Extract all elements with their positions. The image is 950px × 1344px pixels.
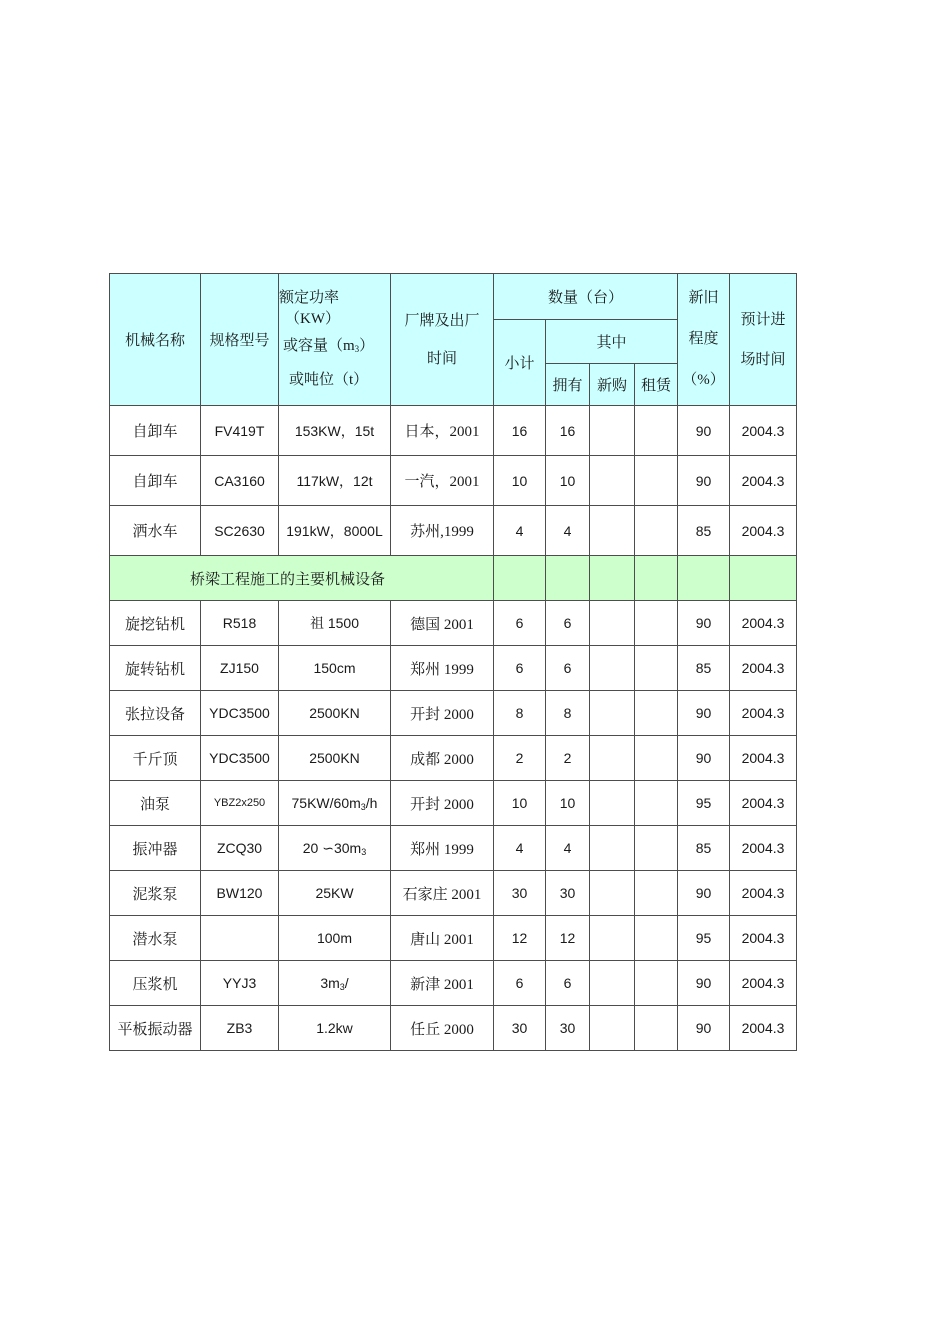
cell-new-buy (590, 1006, 635, 1051)
cell-owned: 6 (546, 601, 590, 646)
cell-brand: 一汽，2001 (391, 456, 494, 506)
cell-name: 自卸车 (110, 456, 201, 506)
table-row (110, 406, 797, 456)
cell-condition: 90 (678, 1006, 730, 1051)
cell-rent (635, 456, 678, 506)
header-brand-line1: 厂牌及出厂 (404, 312, 480, 329)
cell-new-buy (590, 456, 635, 506)
section-empty-cell (635, 556, 678, 601)
cell-power: 祖 1500 (279, 601, 391, 646)
cell-subtotal: 10 (494, 781, 546, 826)
cell-new-buy (590, 916, 635, 961)
cell-model: R518 (201, 601, 279, 646)
table-row (110, 961, 797, 1006)
cell-model: YBZ2x250 (201, 781, 279, 826)
header-owned: 拥有 (546, 364, 590, 406)
cell-brand: 日本，2001 (391, 406, 494, 456)
section-empty-cell (730, 556, 797, 601)
cell-model: YDC3500 (201, 691, 279, 736)
cell-model: ZJ150 (201, 646, 279, 691)
header-power-line1: 额定功率 (279, 290, 340, 306)
cell-new-buy (590, 406, 635, 456)
cell-condition: 90 (678, 871, 730, 916)
cell-model: YYJ3 (201, 961, 279, 1006)
cell-rent (635, 961, 678, 1006)
cell-rent (635, 406, 678, 456)
header-power-line2: （KW） (285, 311, 340, 327)
cell-brand: 成都 2000 (391, 736, 494, 781)
table-row (110, 691, 797, 736)
cell-condition: 90 (678, 406, 730, 456)
section-empty-cell (678, 556, 730, 601)
cell-owned: 16 (546, 406, 590, 456)
cell-brand: 郑州 1999 (391, 646, 494, 691)
cell-new-buy (590, 601, 635, 646)
cell-power: $75KW/60m_3/h$ (279, 781, 391, 826)
cell-brand: 新津 2001 (391, 961, 494, 1006)
cell-subtotal: 30 (494, 871, 546, 916)
cell-condition: 90 (678, 736, 730, 781)
cell-power: 2500KN (279, 691, 391, 736)
cell-power: 2500KN (279, 736, 391, 781)
table-row (110, 506, 797, 556)
cell-rent (635, 1006, 678, 1051)
header-quantity: 数量（台） (494, 274, 678, 320)
cell-power: 191kW，8000L (279, 506, 391, 556)
equipment-table (109, 273, 797, 1051)
cell-subtotal: 16 (494, 406, 546, 456)
cell-power: $3m_3/$ (279, 961, 391, 1006)
cell-subtotal: 6 (494, 961, 546, 1006)
cell-name: 泥浆泵 (110, 871, 201, 916)
cell-condition: 85 (678, 506, 730, 556)
cell-brand: 德国 2001 (391, 601, 494, 646)
cell-name: 洒水车 (110, 506, 201, 556)
cell-condition: 95 (678, 916, 730, 961)
cell-power: 25KW (279, 871, 391, 916)
cell-rent (635, 736, 678, 781)
cell-condition: 85 (678, 826, 730, 871)
header-condition-line1: 新旧 (688, 290, 719, 306)
cell-entry: 2004.3 (730, 736, 797, 781)
cell-entry: 2004.3 (730, 646, 797, 691)
cell-condition: 95 (678, 781, 730, 826)
header-model: 规格型号 (201, 274, 279, 406)
cell-entry: 2004.3 (730, 826, 797, 871)
header-power-line3: 或容量$(m_3)$ (283, 338, 375, 354)
cell-brand: 石家庄 2001 (391, 871, 494, 916)
cell-entry: 2004.3 (730, 961, 797, 1006)
header-power (279, 274, 391, 406)
header-rent: 租赁 (635, 364, 678, 406)
cell-model: SC2630 (201, 506, 279, 556)
cell-entry: 2004.3 (730, 406, 797, 456)
cell-model: YDC3500 (201, 736, 279, 781)
cell-owned: 4 (546, 826, 590, 871)
cell-brand: 开封 2000 (391, 691, 494, 736)
cell-subtotal: 2 (494, 736, 546, 781)
cell-owned: 8 (546, 691, 590, 736)
cell-subtotal: 4 (494, 506, 546, 556)
cell-new-buy (590, 506, 635, 556)
cell-model (201, 916, 279, 961)
cell-new-buy (590, 691, 635, 736)
header-power-line4: 或吨位（t） (289, 372, 369, 388)
cell-name: 千斤顶 (110, 736, 201, 781)
cell-rent (635, 781, 678, 826)
section-empty-cell (494, 556, 546, 601)
cell-brand: 苏州,1999 (391, 506, 494, 556)
cell-entry: 2004.3 (730, 781, 797, 826)
cell-owned: 10 (546, 781, 590, 826)
header-entry-line1: 预计进 (740, 311, 786, 328)
header-brand (391, 274, 494, 406)
header-row-1 (110, 274, 797, 320)
cell-owned: 6 (546, 961, 590, 1006)
cell-subtotal: 6 (494, 601, 546, 646)
cell-model: CA3160 (201, 456, 279, 506)
cell-subtotal: 6 (494, 646, 546, 691)
cell-entry: 2004.3 (730, 871, 797, 916)
table-row (110, 736, 797, 781)
cell-new-buy (590, 826, 635, 871)
section-title: 桥梁工程施工的主要机械设备 (110, 556, 494, 601)
section-empty-cell (546, 556, 590, 601)
cell-condition: 90 (678, 456, 730, 506)
cell-subtotal: 12 (494, 916, 546, 961)
cell-subtotal: 8 (494, 691, 546, 736)
cell-name: 振冲器 (110, 826, 201, 871)
cell-owned: 30 (546, 1006, 590, 1051)
cell-brand: 开封 2000 (391, 781, 494, 826)
table-row (110, 1006, 797, 1051)
cell-new-buy (590, 961, 635, 1006)
cell-name: 自卸车 (110, 406, 201, 456)
header-subtotal: 小计 (494, 320, 546, 406)
table-row (110, 601, 797, 646)
header-new-buy: 新购 (590, 364, 635, 406)
cell-owned: 2 (546, 736, 590, 781)
cell-entry: 2004.3 (730, 916, 797, 961)
header-condition-line3: （%） (682, 372, 725, 388)
cell-rent (635, 871, 678, 916)
cell-power: 150cm (279, 646, 391, 691)
cell-entry: 2004.3 (730, 601, 797, 646)
header-condition-line2: 程度 (688, 331, 719, 347)
cell-entry: 2004.3 (730, 456, 797, 506)
cell-name: 张拉设备 (110, 691, 201, 736)
cell-owned: 12 (546, 916, 590, 961)
cell-name: 旋挖钻机 (110, 601, 201, 646)
cell-new-buy (590, 646, 635, 691)
cell-brand: 任丘 2000 (391, 1006, 494, 1051)
cell-model: ZB3 (201, 1006, 279, 1051)
cell-power: 100m (279, 916, 391, 961)
cell-new-buy (590, 781, 635, 826)
cell-owned: 10 (546, 456, 590, 506)
cell-power: 1.2kw (279, 1006, 391, 1051)
header-condition (678, 274, 730, 406)
cell-condition: 90 (678, 961, 730, 1006)
cell-model: BW120 (201, 871, 279, 916)
cell-rent (635, 916, 678, 961)
cell-model: FV419T (201, 406, 279, 456)
table-row (110, 826, 797, 871)
header-of-which: 其中 (546, 320, 678, 364)
cell-brand: 郑州 1999 (391, 826, 494, 871)
cell-power: 153KW，15t (279, 406, 391, 456)
cell-rent (635, 826, 678, 871)
cell-new-buy (590, 736, 635, 781)
cell-rent (635, 646, 678, 691)
cell-entry: 2004.3 (730, 506, 797, 556)
cell-subtotal: 4 (494, 826, 546, 871)
cell-name: 平板振动器 (110, 1006, 201, 1051)
header-entry-line2: 场时间 (740, 351, 786, 368)
cell-condition: 90 (678, 601, 730, 646)
cell-new-buy (590, 871, 635, 916)
cell-name: 潜水泵 (110, 916, 201, 961)
table-row (110, 646, 797, 691)
cell-owned: 30 (546, 871, 590, 916)
table-row (110, 781, 797, 826)
cell-condition: 85 (678, 646, 730, 691)
table-row (110, 916, 797, 961)
cell-rent (635, 691, 678, 736)
header-brand-line2: 时间 (426, 350, 457, 367)
header-entry (730, 274, 797, 406)
table-row (110, 456, 797, 506)
table-row (110, 871, 797, 916)
cell-name: 压浆机 (110, 961, 201, 1006)
cell-rent (635, 601, 678, 646)
cell-entry: 2004.3 (730, 1006, 797, 1051)
section-empty-cell (590, 556, 635, 601)
cell-rent (635, 506, 678, 556)
cell-condition: 90 (678, 691, 730, 736)
cell-name: 油泵 (110, 781, 201, 826)
cell-owned: 4 (546, 506, 590, 556)
cell-subtotal: 10 (494, 456, 546, 506)
cell-owned: 6 (546, 646, 590, 691)
cell-brand: 唐山 2001 (391, 916, 494, 961)
cell-power: 20 $∽30m_3$ (279, 826, 391, 871)
cell-subtotal: 30 (494, 1006, 546, 1051)
cell-model: ZCQ30 (201, 826, 279, 871)
section-row (110, 556, 797, 601)
cell-power: 117kW，12t (279, 456, 391, 506)
cell-entry: 2004.3 (730, 691, 797, 736)
header-name: 机械名称 (110, 274, 201, 406)
cell-name: 旋转钻机 (110, 646, 201, 691)
